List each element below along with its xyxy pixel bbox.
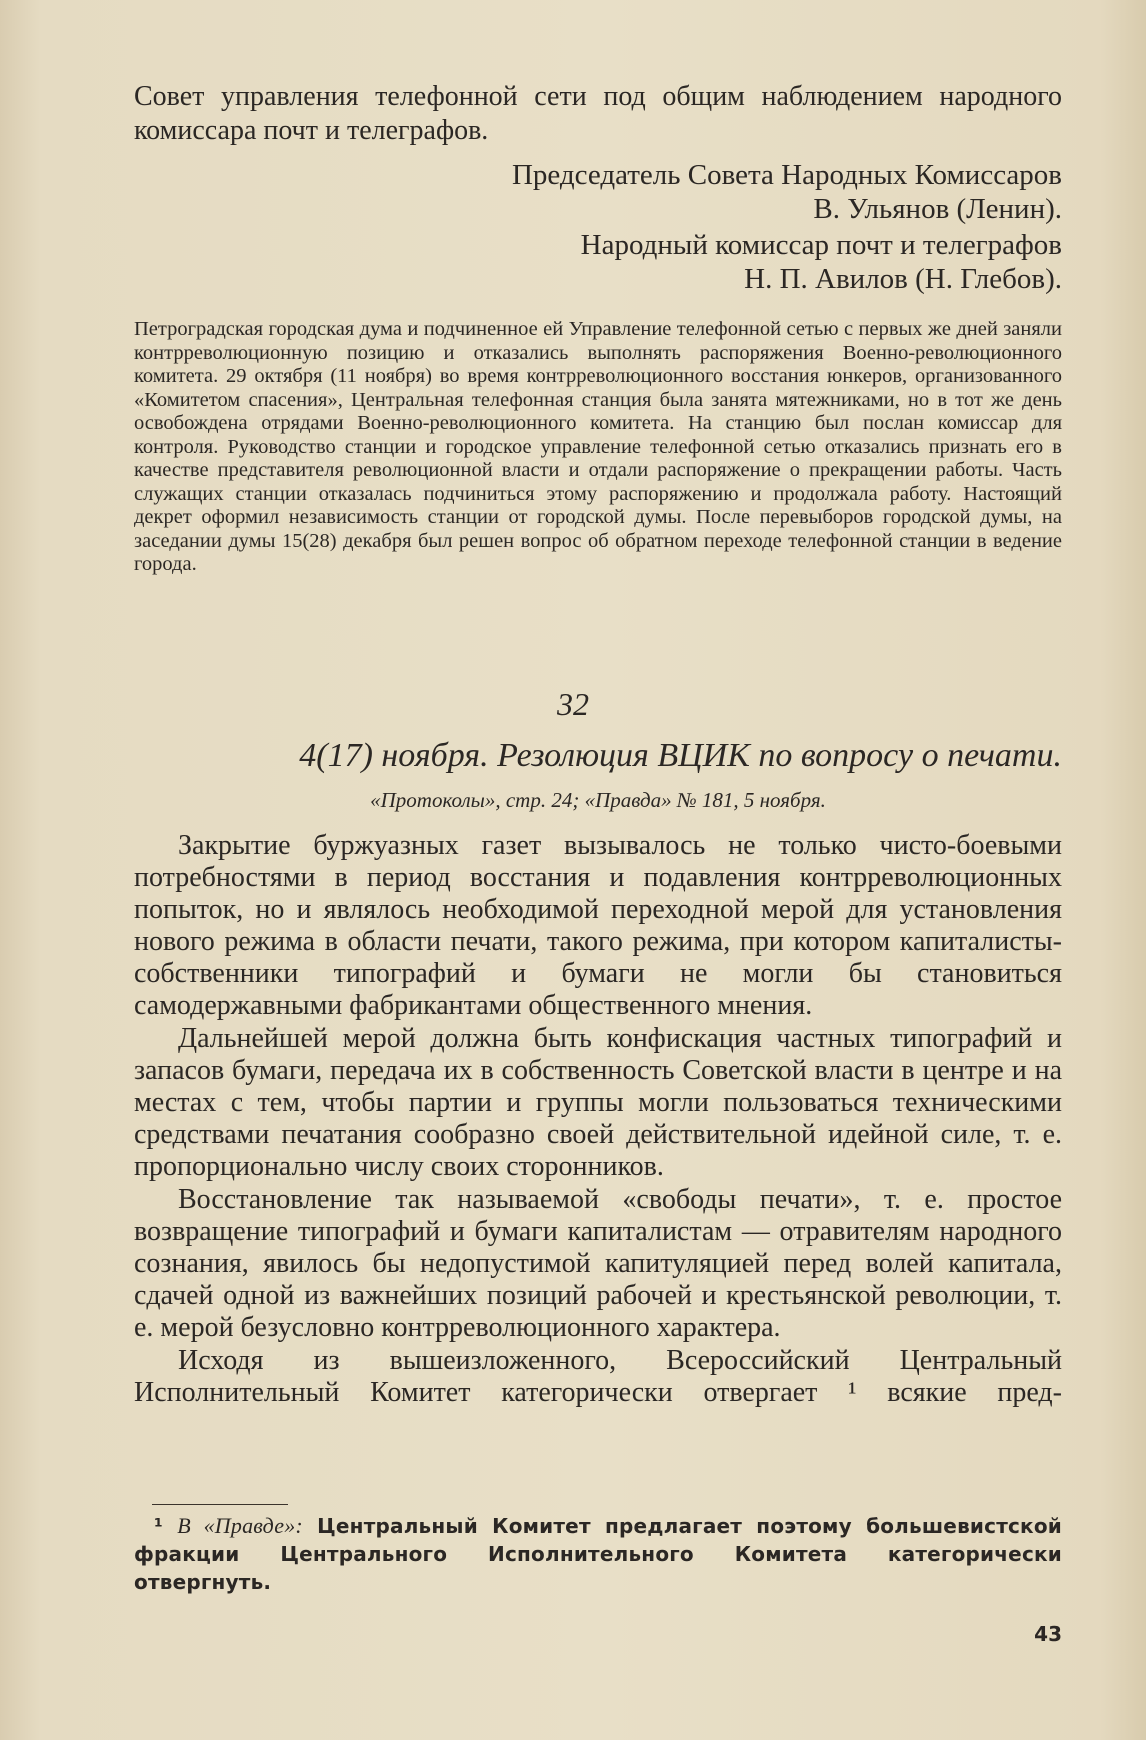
page-number: 43 — [1034, 1622, 1062, 1646]
intro-text: Совет управления телефонной сети под общим наблюдением народного комиссара почт и телеграфов. — [134, 81, 1062, 146]
document-number: 32 — [557, 686, 589, 722]
footnote-source: В «Правде»: — [177, 1513, 303, 1538]
footnote-text-line — [134, 1512, 1062, 1596]
body-paragraph: Восстановление так называемой «свободы печати», т. е. простое возвращение типографий и бумаги капиталистам — отравителям народного сознания, явилось бы недопустимой капитуляцией перед волей капитала, сдачей одной из важнейших позиций рабочей и крестьянской революции, т. е. мерой безусловно контрреволюционного характера. — [134, 1184, 1062, 1343]
signature-commissar — [581, 228, 1062, 296]
signature-name: Н. П. Авилов (Н. Глебов). — [744, 263, 1062, 295]
document-body — [134, 830, 1062, 1410]
signature-name: В. Ульянов (Ленин). — [813, 193, 1062, 225]
signature-chairman — [512, 158, 1062, 226]
document-source: «Протоколы», стр. 24; «Правда» № 181, 5 ноября. — [370, 788, 826, 812]
document-title: 4(17) ноября. Резолюция ВЦИК по вопросу о печати. — [299, 737, 1062, 774]
editorial-note-text: Петроградская городская дума и подчиненное ей Управление телефонной сетью с первых же дней заняли контрреволюционную позицию и отказались выполнять распоряжения Военно-революционного комитета. 29 октября (11 ноября) во время контрреволюционного восстания юнкеров, организованного «Комитетом спасения», Центральная телефонная станция была занята мятежниками, но в тот же день освобождена отрядами Военно-революционного комитета. На станцию был послан комиссар для контроля. Руководство станции и городское управление телефонной сетью отказались признать его в качестве представителя революционной власти и отдали распоряжение о прекращении работы. Часть служащих станции отказалась подчиниться этому распоряжению и продолжала работу. Настоящий декрет оформил независимость станции от городской думы. После перевыборов городской думы, на заседании думы 15(28) декабря был решен вопрос об обратном переходе телефонной станции в ведение города. — [134, 318, 1062, 575]
footnote-divider — [152, 1504, 288, 1505]
body-paragraph: Закрытие буржуазных газет вызывалось не только чисто-боевыми потребностями в период восстания и подавления контрреволюционных попыток, но и являлось необходимой переходной мерой для установления нового режима в области печати, такого режима, при котором капиталисты-собственники типографий и бумаги не могли бы становиться самодержавными фабрикантами общественного мнения. — [134, 830, 1062, 1021]
body-paragraph: Исходя из вышеизложенного, Всероссийский Центральный Исполнительный Комитет категорически отвергает ¹ всякие пред- — [134, 1345, 1062, 1408]
editorial-note — [134, 318, 1062, 577]
signature-position: Народный комиссар почт и телеграфов — [580, 229, 1062, 261]
signature-position: Председатель Совета Народных Комиссаров — [511, 159, 1062, 191]
intro-paragraph — [134, 80, 1062, 148]
body-paragraph: Дальнейшей мерой должна быть конфискация частных типографий и запасов бумаги, передача их в собственность Советской власти в центре и на местах с тем, чтобы партии и группы могли пользоваться техническими средствами печатания сообразно своей действительной идейной силе, т. е. пропорционально числу своих сторонников. — [134, 1023, 1062, 1182]
footnote-marker: ¹ — [154, 1514, 163, 1538]
footnote-text: Центральный Комитет предлагает поэтому большевистской фракции Центрального Исполнительного Комитета категорически отвергнуть. — [134, 1514, 1062, 1594]
footnote — [134, 1512, 1062, 1596]
